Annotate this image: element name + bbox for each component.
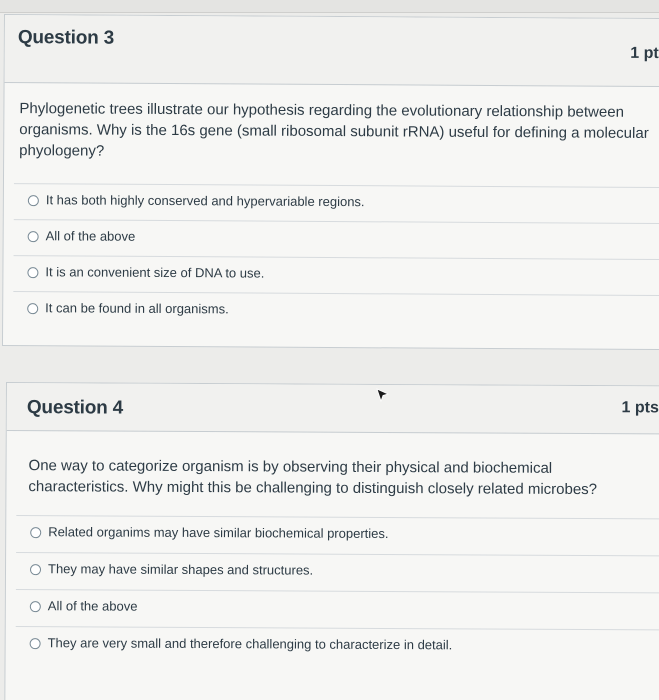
question-4-points: 1 pts <box>621 399 659 417</box>
question-3-title: Question 3 <box>17 27 115 49</box>
radio-button[interactable] <box>27 267 38 278</box>
question-3-text: Phylogenetic trees illustrate our hypothesis regarding the evolutionary relationship between organisms. Why is the 16s gene (small ribosomal subunit rRNA) useful for defining a molecular phyologeny? <box>19 100 649 160</box>
answer-option[interactable] <box>14 183 659 223</box>
answer-label[interactable]: They are very small and therefore challenging to characterize in detail. <box>47 635 453 653</box>
answer-option[interactable] <box>13 255 659 295</box>
radio-button[interactable] <box>27 303 38 314</box>
question-3-answers <box>3 183 659 331</box>
question-3-points: 1 pt <box>630 44 659 63</box>
mouse-cursor-icon <box>376 388 390 402</box>
answer-label[interactable]: All of the above <box>47 598 138 614</box>
question-4-text: One way to categorize organism is by observing their physical and biochemical characteristics. Why might this be challenging to distinguish closely related microbes? <box>28 457 598 499</box>
answer-label[interactable]: Related organims may have similar biochemical properties. <box>48 524 389 542</box>
radio-button[interactable] <box>30 564 41 575</box>
answer-option[interactable] <box>13 291 659 331</box>
answer-option[interactable] <box>16 589 659 629</box>
answer-option[interactable] <box>16 552 659 592</box>
question-4-title: Question 4 <box>26 397 124 419</box>
answer-option[interactable] <box>14 219 659 259</box>
answer-label[interactable]: They may have similar shapes and structures. <box>47 561 314 578</box>
question-3-header <box>5 15 659 87</box>
answer-option[interactable] <box>16 515 659 555</box>
question-3-card <box>2 14 659 350</box>
previous-question-edge <box>0 0 659 13</box>
question-4-card <box>4 382 659 700</box>
answer-label[interactable]: It has both highly conserved and hypervariable regions. <box>45 192 365 210</box>
radio-button[interactable] <box>30 638 41 649</box>
question-4-header <box>7 383 659 434</box>
question-4-answers <box>6 515 659 666</box>
radio-button[interactable] <box>30 601 41 612</box>
answer-option[interactable] <box>16 626 659 666</box>
answer-label[interactable]: It can be found in all organisms. <box>45 300 229 317</box>
radio-button[interactable] <box>28 231 39 242</box>
answer-label[interactable]: It is an convenient size of DNA to use. <box>45 264 265 281</box>
answer-label[interactable]: All of the above <box>45 228 136 244</box>
radio-button[interactable] <box>30 527 41 538</box>
radio-button[interactable] <box>28 195 39 206</box>
